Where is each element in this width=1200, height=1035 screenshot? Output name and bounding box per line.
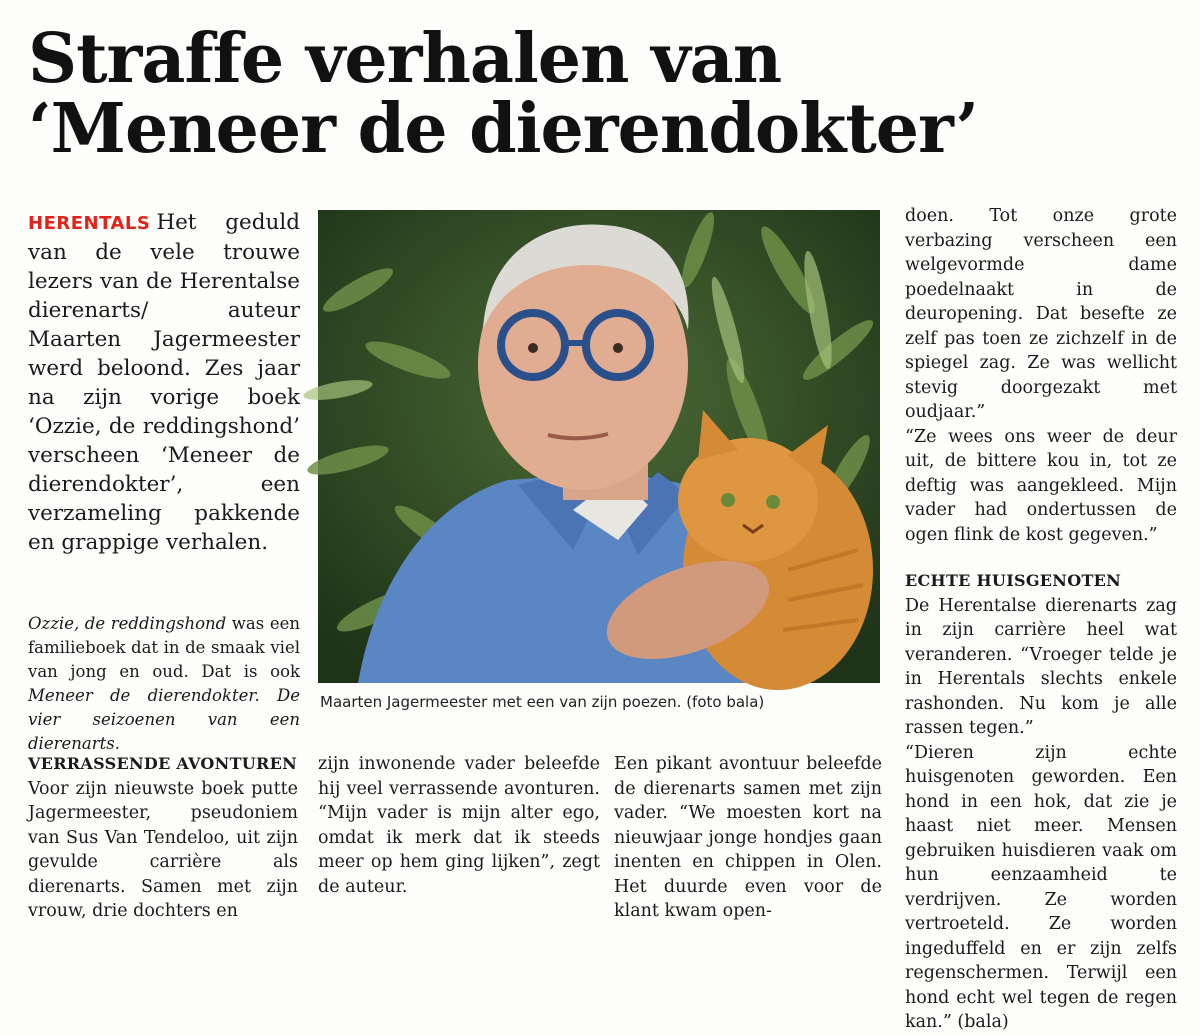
bottom-column-1 <box>28 752 298 924</box>
headline-line-2: ‘Meneer de dierendokter’ <box>28 89 979 169</box>
right-column <box>905 204 1177 1035</box>
subhead-echte-huisgenoten: ECHTE HUISGENOTEN <box>905 571 1122 590</box>
headline-line-1: Straffe verhalen van <box>28 19 782 99</box>
photo-man-with-cat <box>318 210 880 683</box>
article-photo <box>318 210 880 683</box>
right-paragraph-3: De Herentalse dierenarts zag in zijn carrière heel wat veranderen. “Vroeger telde je in Herentals slechts enkele rashonden. Nu kom je alle rassen tegen.” <box>905 595 1177 738</box>
bottom-column-2 <box>318 752 600 899</box>
bottom-column-3 <box>614 752 882 924</box>
right-paragraph-2: “Ze wees ons weer de deur uit, de bittere kou in, tot ze deftig was aangekleed. Mijn vader had ondertussen de ogen flink de kost gegeven.” <box>905 426 1177 545</box>
intro-paragraph <box>28 208 300 557</box>
book-title-2: Meneer de dierendokter. De vier seizoenen van een dierenarts. <box>28 686 300 753</box>
book-note <box>28 612 300 756</box>
subhead-verrassende-avonturen: VERRASSENDE AVONTUREN <box>28 754 298 773</box>
bottom-paragraph-1: Voor zijn nieuwste boek putte Jagermeester, pseudoniem van Sus Van Tendeloo, uit zijn gevulde carrière als dierenarts. Samen met zijn vrouw, drie dochters en <box>28 778 298 921</box>
right-paragraph-4: “Dieren zijn echte huisgenoten geworden. Een hond in een hok, dat zie je haast niet meer. Mensen gebruiken huisdieren vaak om hun eenzaamheid te verdrijven. Ze worden vertroeteld. Ze worden ingeduffeld en er zijn zelfs regenschermen. Terwijl een hond echt wel tegen de regen kan.” (bala) <box>905 742 1177 1032</box>
photo-caption: Maarten Jagermeester met een van zijn poezen. (foto bala) <box>320 693 765 711</box>
book-title-1: Ozzie, de reddingshond <box>28 614 227 633</box>
intro-text: Het geduld van de vele trouwe lezers van de Herentalse dierenarts/ auteur Maarten Jagermeester werd beloond. Zes jaar na zijn vorige boek ‘Ozzie, de reddingshond’ verscheen ‘Meneer de dierendokter’, een verzameling pakkende en grappige verhalen. <box>28 210 300 555</box>
bottom-paragraph-2: zijn inwonende vader beleefde hij veel verrassende avonturen. “Mijn vader is mijn alter ego, omdat ik merk dat ik steeds meer op hem ging lijken”, zegt de auteur. <box>318 754 600 897</box>
book-note-text: was een familieboek dat in de smaak viel van jong en oud. Dat is ook <box>28 614 300 681</box>
location-kicker: HERENTALS <box>28 213 151 234</box>
right-paragraph-1: doen. Tot onze grote verbazing verscheen een welgevormde dame poedelnaakt in de deuropening. Dat besefte ze zelf pas toen ze zichzelf in de spiegel zag. Ze was wellicht stevig doorgezakt met oudjaar.” <box>905 206 1177 422</box>
article-headline <box>28 19 1178 169</box>
bottom-paragraph-3: Een pikant avontuur beleefde de dierenarts samen met zijn vader. “We moesten kort na nieuwjaar jonge hondjes gaan inenten en chippen in Olen. Het duurde even voor de klant kwam open- <box>614 754 882 921</box>
